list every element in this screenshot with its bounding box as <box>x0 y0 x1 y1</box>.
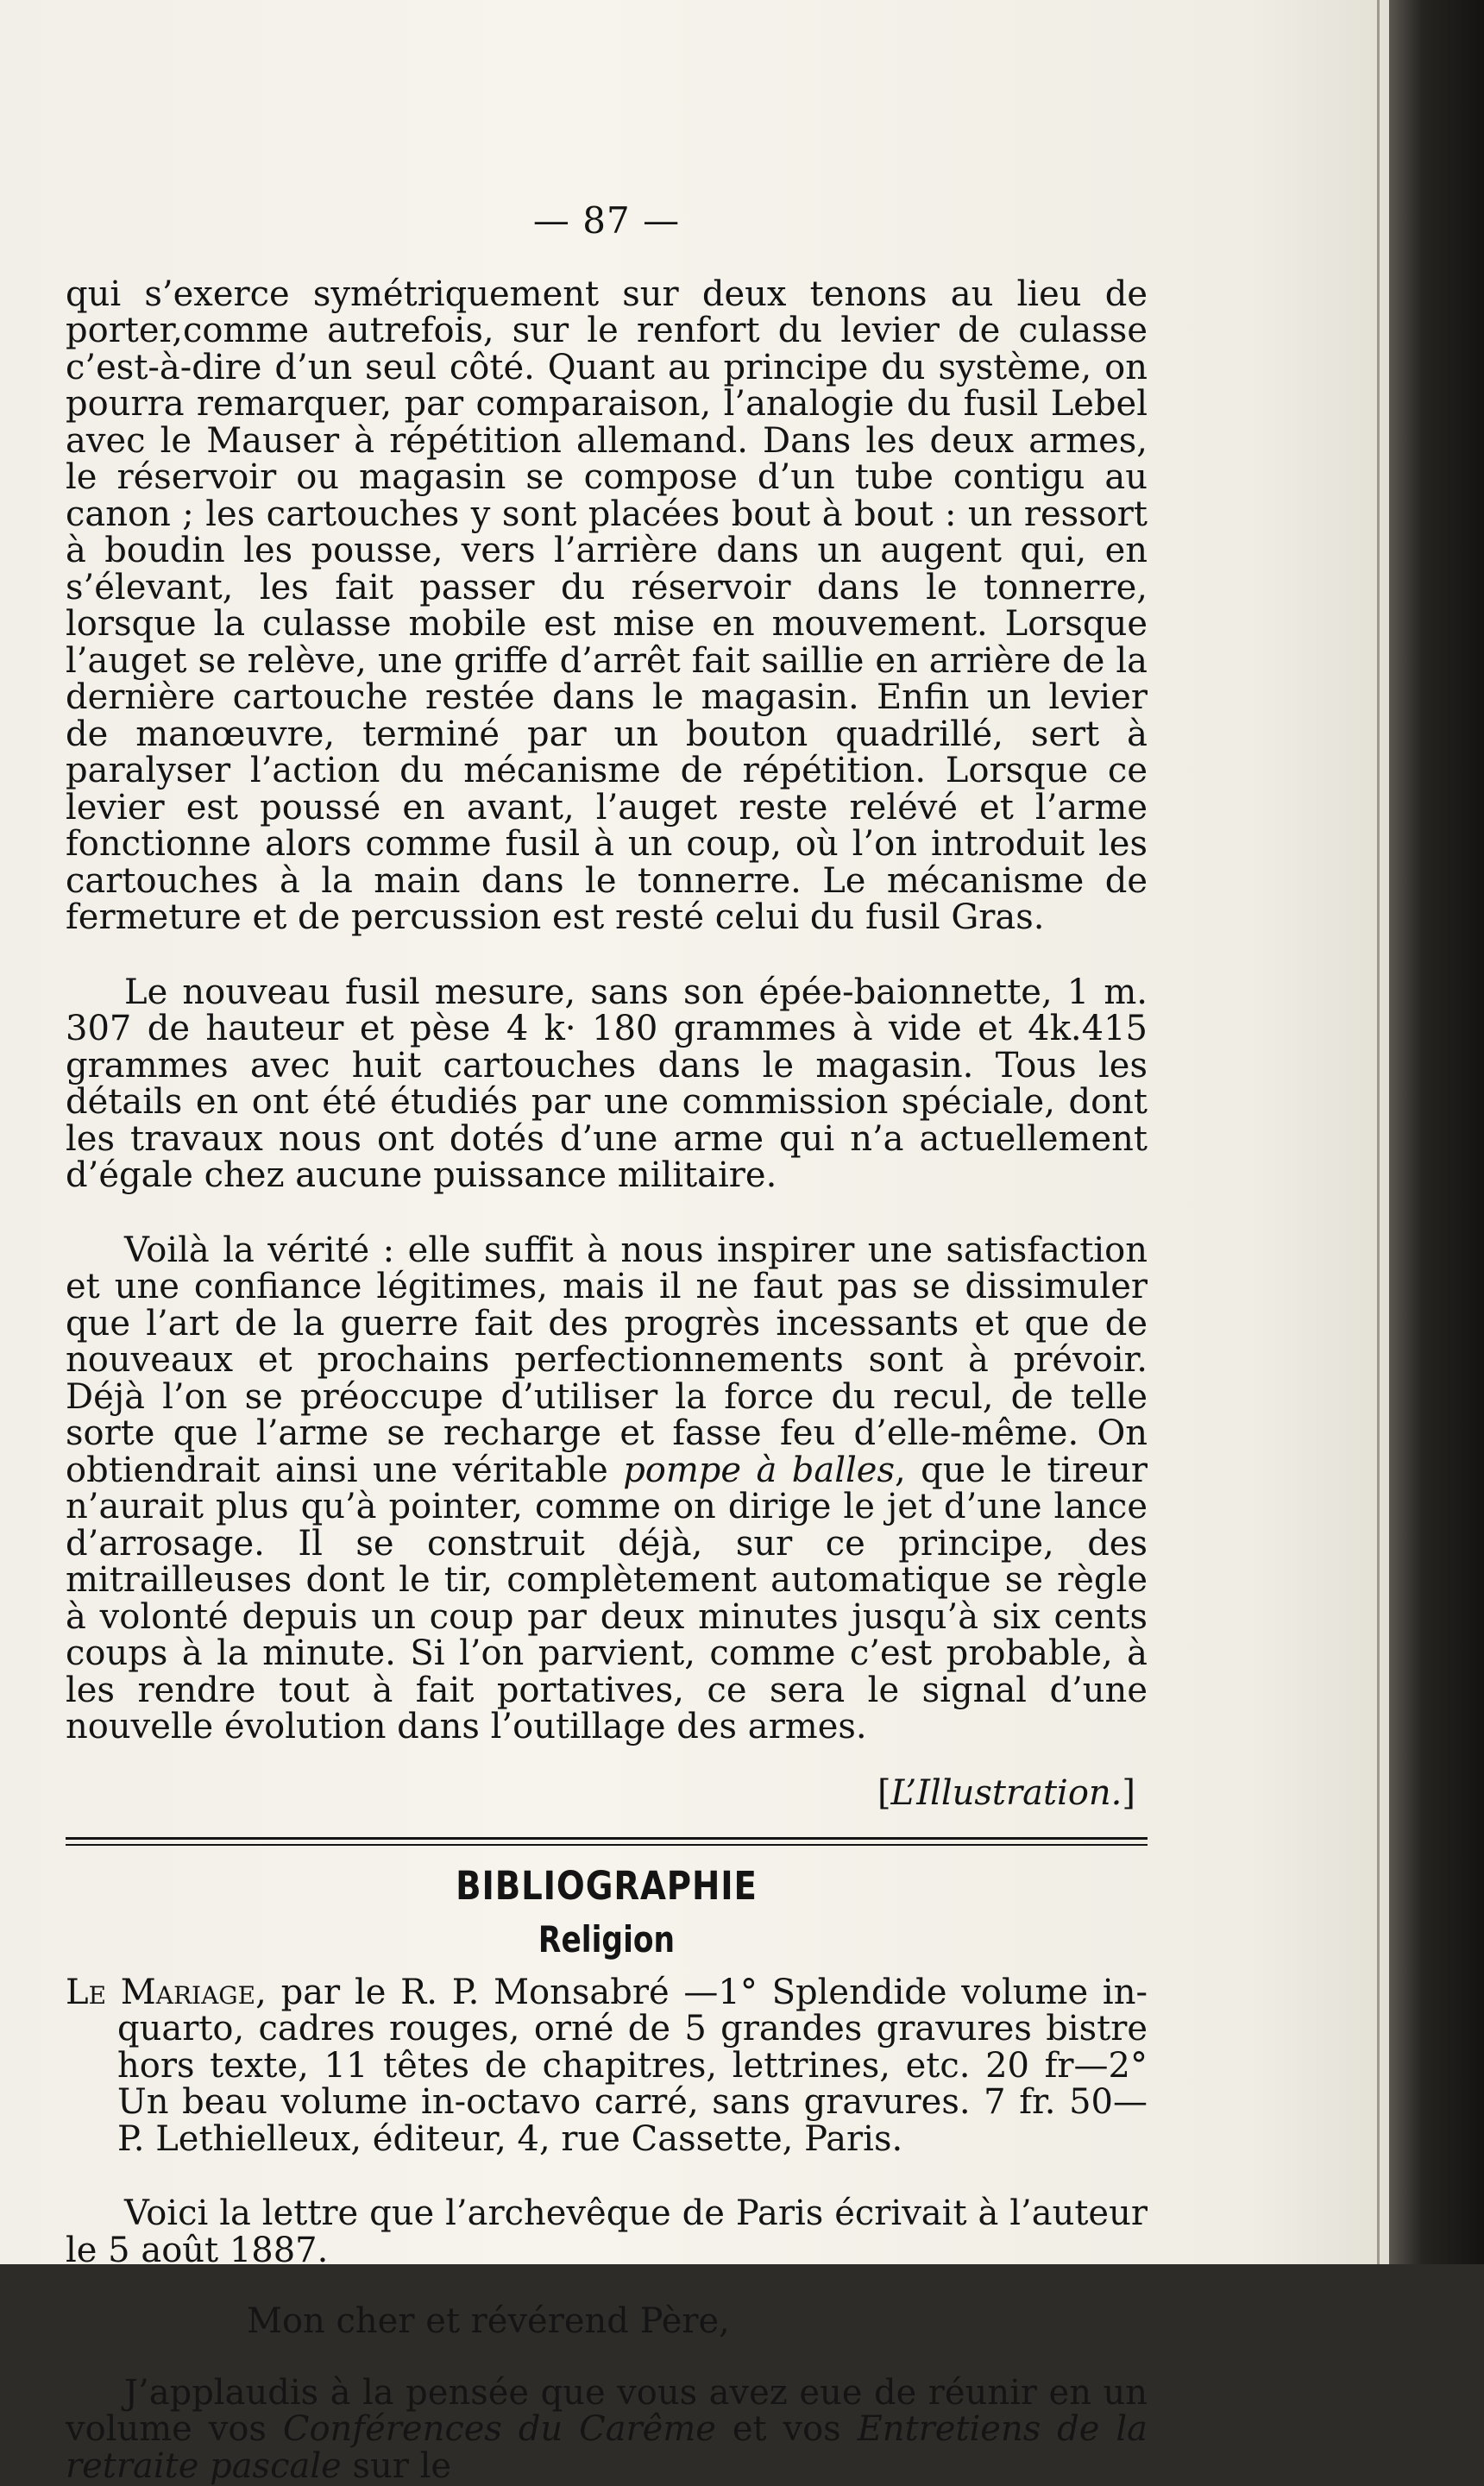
text-segment: Voilà la vérité : elle suffit à nous inspirer une satisfaction et une confiance légitimes, mais il ne faut pas se dissimuler que l’art de la guerre fait des progrès incessants et que de nouveaux et prochains perfectionnements sont à prévoir. Déjà l’on se préoccupe d’utiliser la force du recul, de telle sorte que l’arme se recharge et fasse feu d’elle-même. On obtiendrait ainsi une véritable <box>66 1230 1148 1490</box>
bracket-close: ] <box>1122 1772 1135 1813</box>
text-segment: J’applaudis à la pensée que vous avez eue de réunir en un volume vos <box>66 2372 1148 2449</box>
text-segment: , que le tireur n’aurait plus qu’à pointer, comme on dirige le jet d’une lance d’arrosage. Il se construit déjà, sur ce principe, des mitrailleuses dont le tir, complètement automatique se règle à volonté depuis un coup par deux minutes jusqu’à six cents coups à la minute. Si l’on parvient, comme c’est probable, à les rendre tout à fait portatives, ce sera le signal d’une nouvelle évolution dans l’outillage des armes. <box>66 1450 1148 1746</box>
book-spine-shadow <box>1389 0 1484 2264</box>
page-edge <box>1377 0 1380 2264</box>
page-content <box>66 199 1148 2486</box>
bracket-open: [ <box>877 1772 891 1813</box>
italic-title: Conférences du Carême <box>282 2409 716 2449</box>
letter-salutation: Mon cher et révérend Père, <box>247 2301 730 2341</box>
source-citation <box>66 1772 1135 1813</box>
paragraph-rifle-mechanism: qui s’exerce symétriquement sur deux tenons au lieu de porter,comme autrefois, sur le renfort du levier de culasse c’est-à-dire d’un seul côté. Quant au principe du système, on pourra remarquer, par comparaison, l’analogie du fusil Lebel avec le Mauser à répétition allemand. Dans les deux armes, le réservoir ou magasin se compose d’un tube contigu au canon ; les cartouches y sont placées bout à bout : un ressort à boudin les pousse, vers l’arrière dans un augent qui, en s’élevant, les fait passer du réservoir dans le tonnerre, lorsque la culasse mobile est mise en mouvement. Lorsque l’auget se relève, une griffe d’arrêt fait saillie en arrière de la dernière cartouche restée dans le magasin. Enfin un levier de manœuvre, terminé par un bouton quadrillé, sert à paralyser l’action du mécanisme de répétition. Lorsque ce levier est poussé en avant, l’auget reste relévé et l’arme fonctionne alors comme fusil à un coup, où l’on introduit les cartouches à la main dans le tonnerre. Le mécanisme de fermeture et de percussion est resté celui du fusil Gras. <box>66 274 1148 937</box>
italic-phrase: pompe à balles <box>623 1450 895 1490</box>
letter-body <box>66 2372 1148 2486</box>
bibliography-entry <box>66 1974 1148 2158</box>
text-segment: sur le <box>341 2445 452 2486</box>
section-divider <box>66 1837 1148 1846</box>
section-title: BIBLIOGRAPHIE <box>456 1862 758 1909</box>
book-title: Le Mariage <box>66 1972 256 2012</box>
paragraph-rifle-dimensions: Le nouveau fusil mesure, sans son épée-baionnette, 1 m. 307 de hauteur et pèse 4 k· 180 grammes à vide et 4k.415 grammes avec huit cartouches dans le magasin. Tous les détails en ont été étudiés par une commission spéciale, dont les travaux nous ont dotés d’une arme qui n’a actuellement d’égale chez aucune puissance militaire. <box>66 972 1148 1195</box>
page-number: — 87 — <box>532 199 681 242</box>
italic-title: Entretiens de la retraite pascale <box>66 2409 1148 2486</box>
text-segment: et vos <box>715 2409 858 2449</box>
book-details: , par le R. P. Monsabré —1° Splendide volume in-quarto, cadres rouges, orné de 5 grandes gravures bistre hors texte, 11 têtes de chapitres, lettrines, etc. 20 fr—2° Un beau volume in-octavo carré, sans gravures. 7 fr. 50—P. Lethielleux, éditeur, 4, rue Cassette, Paris. <box>117 1972 1148 2159</box>
source-name: L’Illustration. <box>890 1772 1122 1813</box>
divider-line <box>66 1837 1148 1840</box>
letter-intro: Voici la lettre que l’archevêque de Paris écrivait à l’auteur le 5 août 1887. <box>66 2193 1148 2270</box>
divider-line <box>66 1844 1148 1846</box>
paragraph-future-weapons <box>66 1232 1148 1746</box>
subsection-title: Religion <box>538 1918 676 1960</box>
